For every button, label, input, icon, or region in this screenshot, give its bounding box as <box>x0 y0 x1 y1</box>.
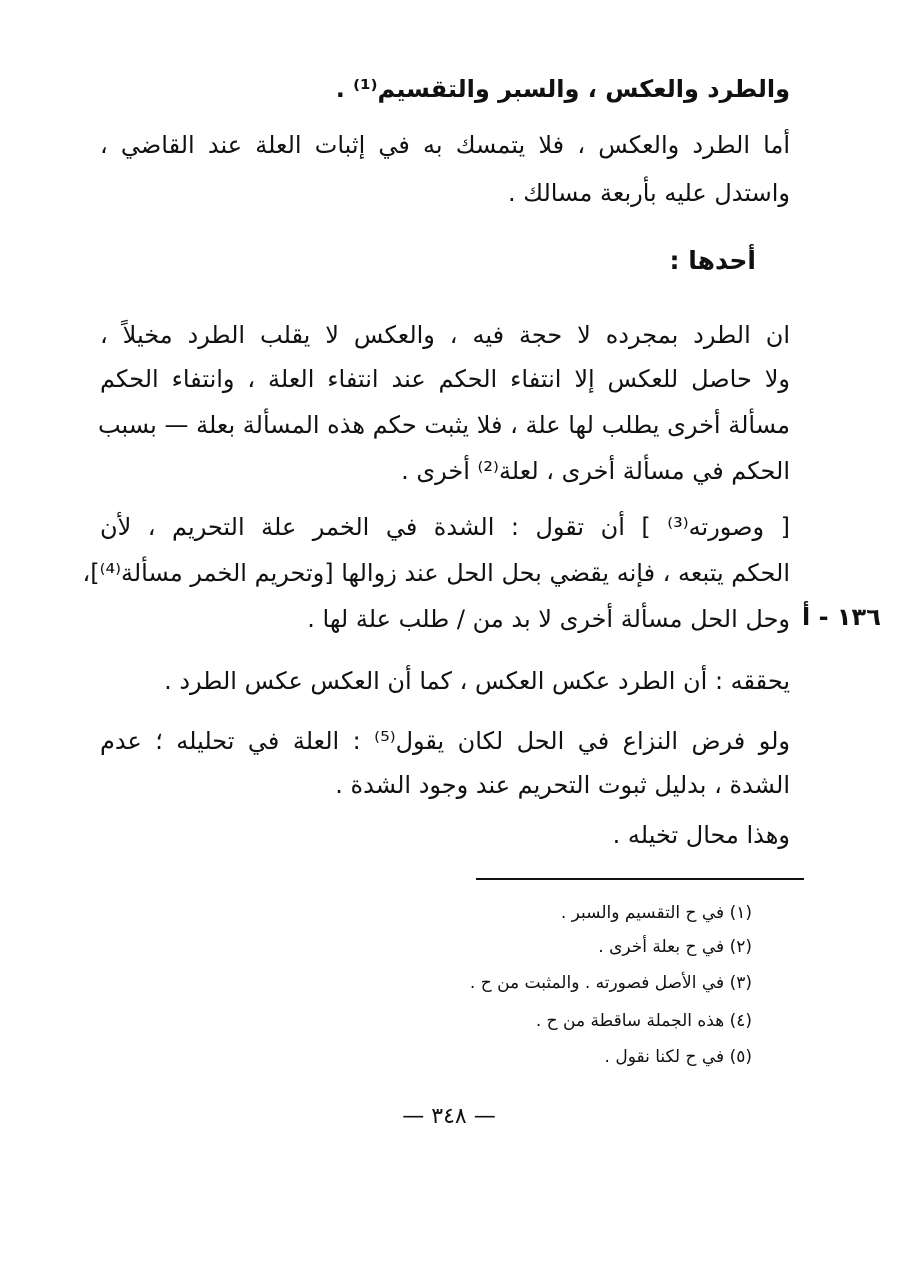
footnote-5: (٥) في ح لكنا نقول . <box>604 1047 752 1067</box>
text-line-6: مسألة أخرى يطلب لها علة ، فلا يثبت حكم هذه المسألة بعلة — بسبب <box>97 411 790 439</box>
footnote-3: (٣) في الأصل فصورته . والمثبت من ح . <box>469 973 752 993</box>
section-heading: أحدها : <box>669 246 756 275</box>
text-line-8: [ وصورته⁽³⁾ ] أن تقول : الشدة في الخمر علة التحريم ، لأن <box>100 513 791 541</box>
margin-folio-note: ١٣٦ - أ <box>802 603 881 631</box>
text-line-5: ولا حاصل للعكس إلا انتفاء الحكم عند انتفاء العلة ، وانتفاء الحكم <box>100 365 790 393</box>
text-line-3: واستدل عليه بأربعة مسالك . <box>508 179 790 207</box>
text-line-13: الشدة ، بدليل ثبوت التحريم عند وجود الشدة . <box>335 771 790 799</box>
text-line-1: والطرد والعكس ، والسبر والتقسيم⁽¹⁾ . <box>335 75 790 103</box>
text-line-10: وحل الحل مسألة أخرى لا بد من / طلب علة لها . <box>307 605 790 633</box>
page-number: — ٣٤٨ — <box>402 1104 496 1129</box>
text-line-9: الحكم يتبعه ، فإنه يقضي بحل الحل عند زوالها [وتحريم الخمر مسألة⁽⁴⁾]، <box>82 559 790 587</box>
text-line-7: الحكم في مسألة أخرى ، لعلة⁽²⁾ أخرى . <box>401 457 790 485</box>
text-line-11: يحققه : أن الطرد عكس العكس ، كما أن العكس عكس الطرد . <box>164 667 790 695</box>
text-line-2: أما الطرد والعكس ، فلا يتمسك به في إثبات العلة عند القاضي ، <box>100 131 790 159</box>
footnote-1: (١) في ح التقسيم والسبر . <box>560 903 752 923</box>
footnote-2: (٢) في ح بعلة أخرى . <box>598 937 752 957</box>
footnote-4: (٤) هذه الجملة ساقطة من ح . <box>535 1011 752 1031</box>
text-line-14: وهذا محال تخيله . <box>612 821 790 849</box>
text-line-12: ولو فرض النزاع في الحل لكان يقول⁽⁵⁾ : العلة في تحليله ؛ عدم <box>100 727 790 755</box>
footnote-divider <box>476 878 804 880</box>
text-line-4: ان الطرد بمجرده لا حجة فيه ، والعكس لا يقلب الطرد مخيلاً ، <box>100 321 790 349</box>
